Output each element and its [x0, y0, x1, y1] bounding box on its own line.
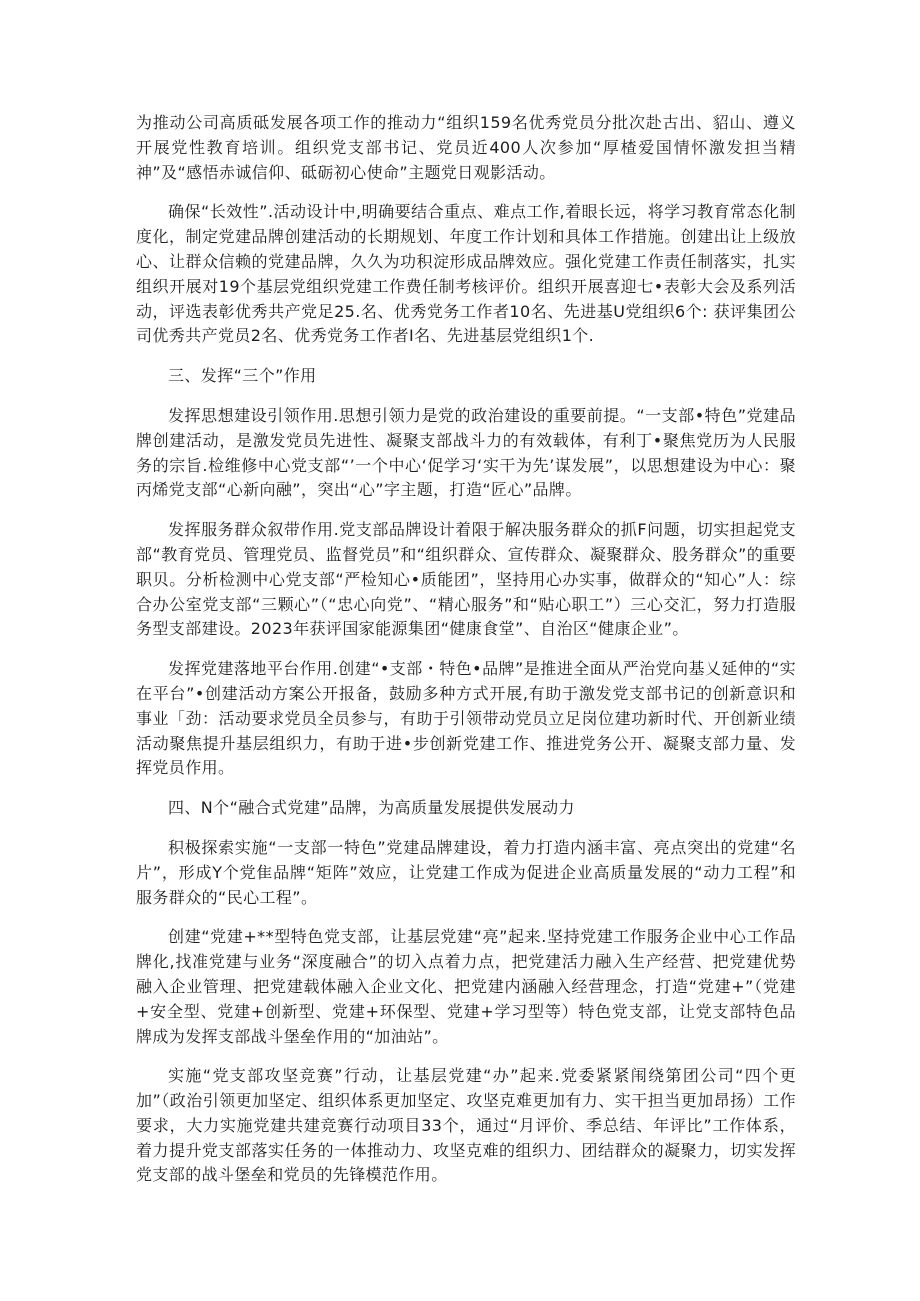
paragraph-long-term: 确保“长效性”.活动设计中,明确要结合重点、难点工作,着眼长远，将学习教育常态化制度化，制定党建品牌创建活动的长期规划、年度工作计划和具体工作措施。创建出让上级放心、让群众信赖的党建品牌，久久为功积淀形成品牌效应。强化党建工作责任制落实，扎实组织开展对19个基层党组织党建工作费任制考核评价。组织开展喜迎七•表彰大会及系列活动，评选表彰优秀共产党足25.名、优秀党务工作者10名、先进基U党组织6个: 获评集团公司优秀共产党员2名、优秀党务工作者I名、先进基层党组织1个.	[136, 202, 796, 346]
section-heading-three: 三、发挥“三个”作用	[168, 366, 317, 386]
paragraph-brand-exploration: 积极探索实施“一支部一特色”党建品牌建设，着力打造内涵丰富、亮点突出的党建“名片”，形成Y个党隹品牌“矩阵”效应，让党建工作成为促进企业高质量发展的“动力工程”和服务群众的“民心工程”。	[136, 837, 796, 907]
paragraph-serving-masses: 发挥服务群众叙带作用.党支部品牌设计着限于解决服务群众的抓F问题，切实担起党支部“教育党员、管理党员、监督党员”和“组织群众、宣传群众、凝聚群众、股务群众”的重要职贝。分析检测中心党支部“严检知心•质能团”，坚持用心办实事，做群众的“知心”人：综合办公室党支部“三颗心”（“忠心向党”、“精心服务”和“贴心职工”）三心交汇，努力打造服务型支部建设。2023年获评国家能源集团“健康食堂”、自治区“健康企业”。	[136, 520, 796, 639]
section-heading-four: 四、N个“融合式党建”品牌，为高质量发展提供发展动力	[168, 798, 575, 818]
paragraph-platform-role: 发挥党建落地平台作用.创建“•支部・特色•品牌”是推进全面从严治党向基乂延伸的“实在平台”•创建活动方案公开报备，鼓励多种方式开展,有助于激发党支部书记的创新意识和事业「劲：活动要求党员全员参与，有助于引领带动党员立足岗位建功新时代、开创新业绩活动聚焦提升基层组织力，有助于进•步创新党建工作、推进党务公开、凝聚支部力量、发挥党员作用。	[136, 659, 796, 778]
paragraph-competition-action: 实施“党支部攻坚竞赛”行动，让基层党建“办”起来.党委紧紧闱绕第团公司“四个更加”（政治引领更加坚定、组织体系更加坚定、攻坚克难更加有力、实干担当更加昂扬）工作要求，大力实施党建共建竞赛行动项目33个，通过“月评价、季总结、年评比”工作体系，着力提升党支部落实任务的一体推动力、攻坚克难的组织力、团结群众的凝聚力，切实发挥党支部的战斗堡垒和党员的先锋模范作用。	[136, 1066, 796, 1185]
paragraph-party-building-plus: 创建“党建+**型特色党支部，让基层党建“亮”起来.坚持党建工作服务企业中心工作品牌化,找准党建与业务“深度融合”的切入点着力点，把党建活力融入生产经营、把党建优势融入企业管理、把党建载体融入企业文化、把党建内涵融入经营理念，打造“党建+”（党建+安全型、党建+创新型、党建+环保型、党建+学习型等）特色党支部，让党支部特色品牌成为发挥支部战斗堡垒作用的“加油站”。	[136, 927, 796, 1046]
paragraph-ideological-guidance: 发挥思想建设引领作用.思想引领力是党的政治建设的重要前提。“一支部•特色”党建品牌创建活动，是激发党员先进性、凝聚支部战斗力的有效载体，有利丁•聚焦党历为人民服务的宗旨.检维修中心党支部“’一个中心‘促学习‘实干为先’谋发展”，以思想建设为中心：聚丙烯党支部“心新向融”，突出“心”字主题，打造“匠心”品牌。	[136, 405, 796, 500]
document-body	[136, 111, 796, 1203]
paragraph-continued-training: 为推动公司高质砥发展各项工作的推动力“组织159名优秀党员分批次赴古出、貂山、遵义开展党性教育培训。组织党支部书记、党员近400人次参加“厚楂爱国情怀激发担当精神”及“感悟赤诚信仰、砥砺初心使命”主题党日观影活动。	[136, 113, 796, 182]
